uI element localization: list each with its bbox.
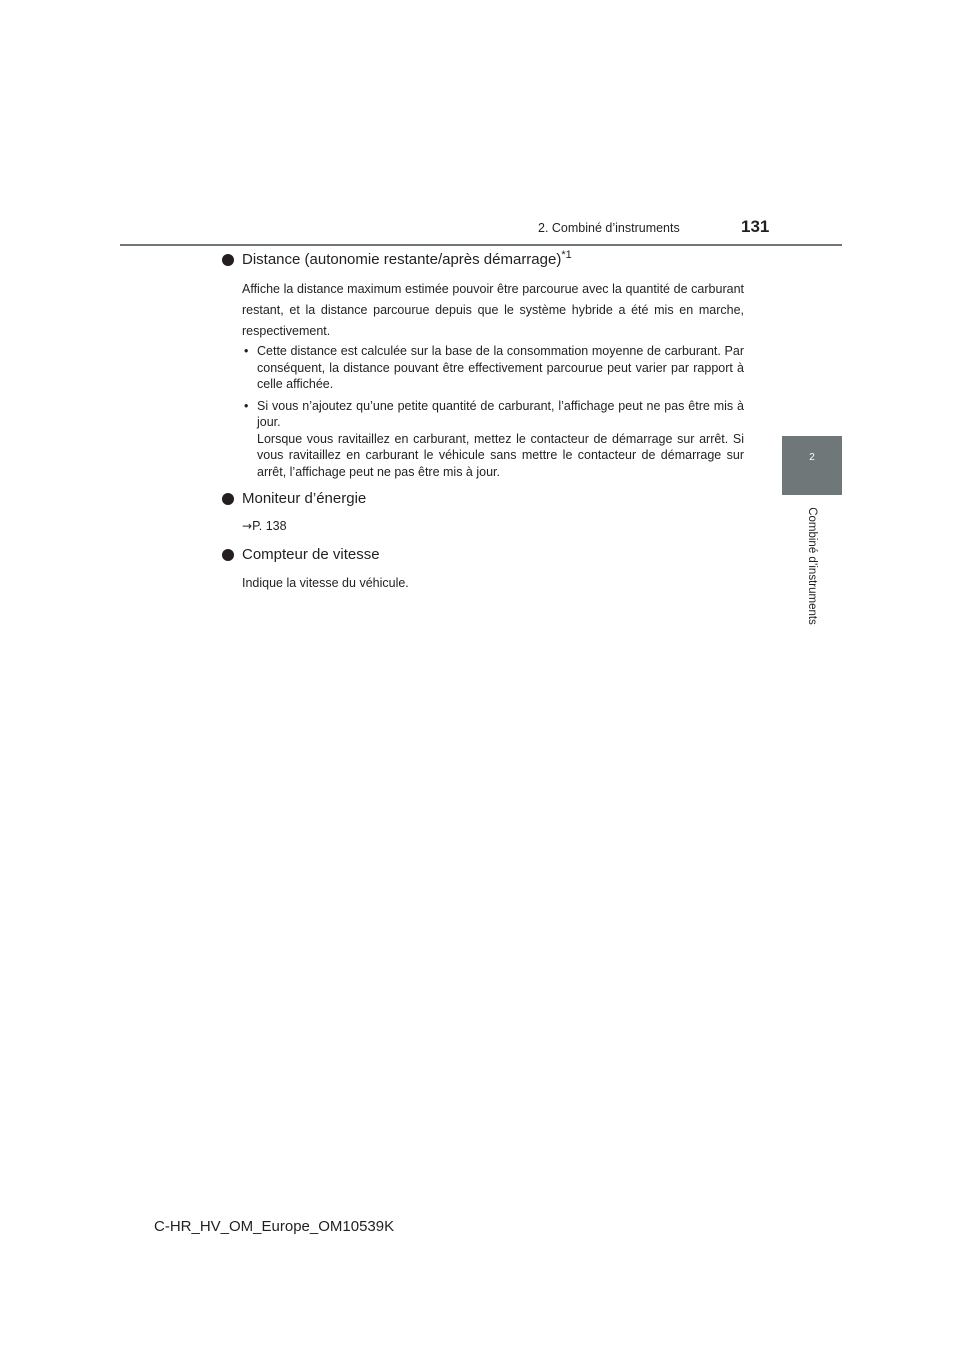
item-distance [222,250,744,480]
item-heading [222,250,744,270]
page-reference-link[interactable] [242,519,744,533]
bullet-icon [222,493,234,505]
item-energy-monitor [222,489,744,533]
chapter-tab-label: Combiné d’instruments [806,507,818,625]
page-number: 131 [741,217,770,236]
chapter-tab-number: 2 [809,452,815,463]
content [222,250,744,594]
footnote-marker: *1 [561,249,572,261]
bullet-icon [222,254,234,266]
bullet-icon [222,549,234,561]
document-code: C-HR_HV_OM_Europe_OM10539K [154,1218,395,1235]
note-item: • Si vous n’ajoutez qu’une petite quantité de carburant, l’affichage peut ne pas être mis à jour. Lorsque vous ravitaillez en carburant, mettez le contacteur de démarrage sur arrêt. Si vous ravitaillez en carburant le véhicule sans mettre le contacteur de démarrage sur arrêt, l’affichage peut ne pas être mis à jour. [242,398,744,481]
item-description: Affiche la distance maximum estimée pouvoir être parcourue avec la quantité de carburant restant, et la distance parcourue depuis que le système hybride a été mis en marche, respectivement. [242,282,744,338]
item-title: Moniteur d’énergie [242,490,367,507]
page-reference: P. 138 [252,519,287,533]
arrow-right-icon: → [242,519,253,533]
item-heading [222,545,744,565]
item-description: Indique la vitesse du véhicule. [242,576,409,590]
item-title: Compteur de vitesse [242,546,380,563]
chapter-tab [782,436,842,495]
item-title: Distance (autonomie restante/après démarrage) [242,251,562,268]
item-heading [222,489,744,509]
header-rule [120,244,842,246]
note-item: • Cette distance est calculée sur la base de la consommation moyenne de carburant. Par conséquent, la distance pouvant être effectivement parcourue peut varier par rapport à celle affichée. [242,343,744,393]
item-speedometer [222,545,744,594]
notes-list [242,343,744,480]
header-section-title: 2. Combiné d’instruments [538,221,680,235]
